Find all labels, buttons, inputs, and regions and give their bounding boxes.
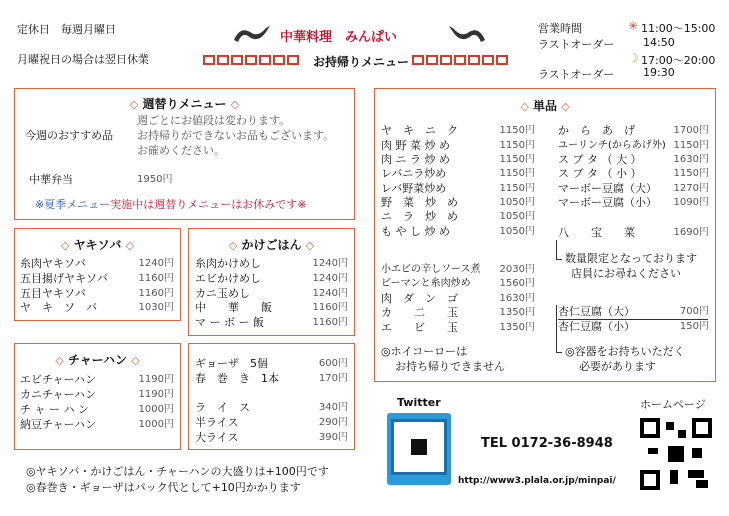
list-item: マーボー豆腐（小）	[558, 196, 657, 209]
homepage-label: ホームページ	[640, 398, 706, 411]
item-price: 1160円	[312, 317, 348, 328]
item-price: 150円	[679, 321, 709, 332]
item-price: 1700円	[673, 125, 709, 136]
weekly-menu-title: 週替りメニュー	[142, 97, 227, 111]
item-price: 1160円	[138, 273, 174, 284]
qr-corner-icon	[640, 418, 660, 438]
happosai: 八 宝 菜	[558, 226, 635, 239]
list-item: エ ビ 玉	[381, 321, 458, 334]
bento-price: 1950円	[137, 174, 173, 185]
list-item: 半ライス	[195, 416, 239, 429]
item-price: 1050円	[499, 211, 535, 222]
chahan-title: チャーハン	[67, 353, 128, 367]
qr-cell-icon	[648, 448, 658, 454]
kakegohan-title: かけごはん	[241, 238, 302, 252]
list-item: レバ野菜炒め	[381, 182, 447, 195]
item-price: 1050円	[499, 226, 535, 237]
qr-cell-icon	[678, 430, 686, 438]
list-item: 五目ヤキソバ	[20, 287, 86, 300]
container-note-2: 必要があります	[579, 360, 656, 373]
pattern-strip-left	[203, 55, 301, 65]
item-price: 1270円	[673, 183, 709, 194]
weekly-menu-header: ◇ 週替りメニュー ◇	[129, 97, 240, 111]
list-item: ヤ キ ニ ク	[381, 124, 458, 137]
limited-note-2: 店員にお尋ねください	[571, 267, 681, 280]
closed-day: 定休日 毎週月曜日	[17, 23, 116, 36]
lo-label-2: ラストオーダー	[538, 68, 615, 81]
item-price: 340円	[318, 402, 348, 413]
item-price: 1630円	[499, 293, 535, 304]
list-item: 糸肉ヤキソバ	[20, 257, 86, 270]
list-item: 中 華 飯	[195, 301, 272, 314]
lunch-hours: 11:00～15:00	[641, 22, 716, 35]
dragon-right-icon	[447, 22, 487, 46]
list-item: 肉 ダ ン ゴ	[381, 292, 458, 305]
lunch-lo: 14:50	[643, 36, 675, 49]
list-item: ス ブ タ （ 小 ）	[558, 167, 642, 180]
item-price: 1630円	[673, 154, 709, 165]
homepage-url[interactable]: http://www3.plala.or.jp/minpai/	[458, 476, 616, 486]
summer-note-blue: ※夏季メニュー	[35, 198, 111, 211]
list-item: チ ャ ー ハ ン	[20, 403, 89, 416]
list-item: ギョーザ 5個	[195, 357, 268, 370]
summer-note	[35, 198, 306, 212]
list-item: エビチャーハン	[20, 373, 97, 386]
item-price: 1150円	[673, 140, 709, 151]
list-item: 肉 ニ ラ 炒 め	[381, 153, 450, 166]
twitter-qr[interactable]	[387, 413, 451, 485]
qr-cell-icon	[670, 470, 678, 484]
qr-corner-icon	[692, 418, 712, 438]
item-price: 1560円	[499, 278, 535, 289]
tanpin-title: 単品	[532, 99, 557, 113]
list-item: カニチャーハン	[20, 388, 97, 401]
item-price: 1190円	[138, 374, 174, 385]
list-item: カ 二 玉	[381, 306, 458, 319]
chahan-box	[14, 343, 181, 450]
item-price: 1350円	[499, 307, 535, 318]
hours-label: 営業時間	[538, 22, 582, 35]
weekly-note-3: お確めください。	[137, 144, 225, 157]
item-price: 1240円	[312, 273, 348, 284]
sun-icon: ✳	[628, 19, 639, 33]
tel: TEL 0172-36-8948	[481, 436, 613, 451]
list-item: 野 菜 炒 め	[381, 196, 458, 209]
limited-note-1: 数量限定となっております	[565, 252, 697, 265]
item-price: 1050円	[499, 197, 535, 208]
list-item: カニ玉めし	[195, 287, 250, 300]
footer-note-2: ◎春巻き・ギョーザはパック代として+10円かかります	[26, 481, 301, 494]
lo-label-1: ラストオーダー	[538, 38, 615, 51]
holiday-note: 月曜祝日の場合は翌日休業	[17, 53, 149, 66]
list-item: ニ ラ 炒 め	[381, 210, 458, 223]
pattern-strip-right	[412, 55, 510, 65]
item-price: 170円	[318, 373, 348, 384]
item-price: 1240円	[138, 258, 174, 269]
list-item: マ ー ボ ー 飯	[195, 316, 264, 329]
item-price: 1150円	[499, 168, 535, 179]
item-price: 1690円	[673, 227, 709, 238]
tanpin-header: ◇ 単品 ◇	[520, 99, 570, 113]
list-item: 大ライス	[195, 431, 239, 444]
item-price: 600円	[318, 358, 348, 369]
item-price: 1190円	[138, 389, 174, 400]
item-price: 700円	[679, 306, 709, 317]
list-item: 小エビの辛しソース煮	[381, 264, 481, 275]
dragon-left-icon	[232, 22, 272, 46]
yakisoba-box	[14, 228, 181, 321]
kakegohan-box	[188, 228, 355, 336]
chahan-header: ◇ チャーハン ◇	[55, 353, 140, 367]
footer-note-1: ◎ヤキソバ・かけごはん・チャーハンの大盛りは+100円です	[26, 465, 329, 478]
item-price: 390円	[318, 432, 348, 443]
qr-cell-icon	[692, 448, 702, 458]
weekly-note-2: お持帰りができないお品もございます。	[137, 129, 335, 142]
item-price: 1240円	[312, 258, 348, 269]
tanpin-box	[374, 88, 716, 382]
subtitle: お持帰りメニュー	[313, 55, 410, 69]
list-item: 納豆チャーハン	[20, 418, 97, 431]
item-price: 1350円	[499, 322, 535, 333]
item-price: 2030円	[499, 264, 535, 275]
hoikoro-note-2: お持ち帰りできません	[395, 360, 505, 373]
homepage-qr[interactable]	[640, 418, 712, 490]
item-price: 1000円	[138, 404, 174, 415]
dinner-hours: 17:00～20:00	[641, 54, 716, 67]
item-price: 1150円	[499, 125, 535, 136]
list-item: レバニラ炒め	[381, 167, 447, 180]
list-item: 春 巻 き 1本	[195, 372, 279, 385]
item-price: 1150円	[499, 154, 535, 165]
list-item: 杏仁豆腐（大）	[558, 305, 635, 318]
qr-center-icon	[411, 439, 427, 455]
qr-cell-icon	[688, 470, 704, 478]
list-item: ユーリンチ(からあげ外)	[558, 140, 666, 151]
item-price: 1160円	[138, 288, 174, 299]
container-note-1: ◎容器をお持ちいただく	[565, 345, 685, 358]
list-item: 五目揚げヤキソバ	[20, 272, 108, 285]
item-price: 290円	[318, 417, 348, 428]
qr-cell-icon	[696, 480, 708, 488]
moon-icon: ☽	[628, 51, 639, 65]
list-item: 杏仁豆腐（小）	[558, 320, 635, 333]
yakisoba-title: ヤキソバ	[73, 238, 122, 252]
list-item: マーボー豆腐（大）	[558, 182, 657, 195]
bracket-line	[556, 305, 562, 353]
list-item: 肉 野 菜 炒 め	[381, 139, 450, 152]
weekly-note-1: 週ごとにお値段は変わります。	[137, 114, 291, 127]
bento-label: 中華弁当	[29, 173, 73, 186]
qr-cell-icon	[668, 446, 684, 462]
summer-note-red: 実施中は週替りメニューはお休みです※	[110, 198, 307, 211]
hoikoro-note-1: ◎ホイコーローは	[381, 345, 468, 358]
list-item: ピーマンと糸肉炒め	[381, 278, 471, 289]
list-item: ヤ キ ソ バ	[20, 301, 97, 314]
list-item: ラ イ ス	[195, 401, 250, 414]
list-item: も や し 炒 め	[381, 225, 450, 238]
yakisoba-header: ◇ ヤキソバ ◇	[60, 238, 135, 252]
item-price: 1150円	[499, 183, 535, 194]
qr-corner-icon	[640, 470, 660, 490]
dinner-lo: 19:30	[643, 66, 675, 79]
item-price: 1160円	[312, 302, 348, 313]
list-item: か ら あ げ	[558, 124, 635, 137]
item-price: 1150円	[673, 168, 709, 179]
weekly-menu-box	[14, 88, 355, 220]
item-price: 1030円	[138, 302, 174, 313]
restaurant-name: 中華料理 みんぱい	[280, 30, 398, 45]
recommend-label: 今週のおすすめ品	[25, 129, 114, 142]
item-price: 1090円	[673, 197, 709, 208]
list-item: エビかけめし	[195, 272, 261, 285]
list-item: ス ブ タ （ 大 ）	[558, 153, 642, 166]
twitter-label: Twitter	[397, 396, 441, 409]
sides-box	[188, 343, 355, 450]
list-item: 糸肉かけめし	[195, 257, 261, 270]
item-price: 1000円	[138, 419, 174, 430]
item-price: 1240円	[312, 288, 348, 299]
bracket-line	[556, 240, 562, 260]
item-price: 1150円	[499, 140, 535, 151]
kakegohan-header: ◇ かけごはん ◇	[228, 238, 315, 252]
qr-cell-icon	[666, 422, 674, 430]
